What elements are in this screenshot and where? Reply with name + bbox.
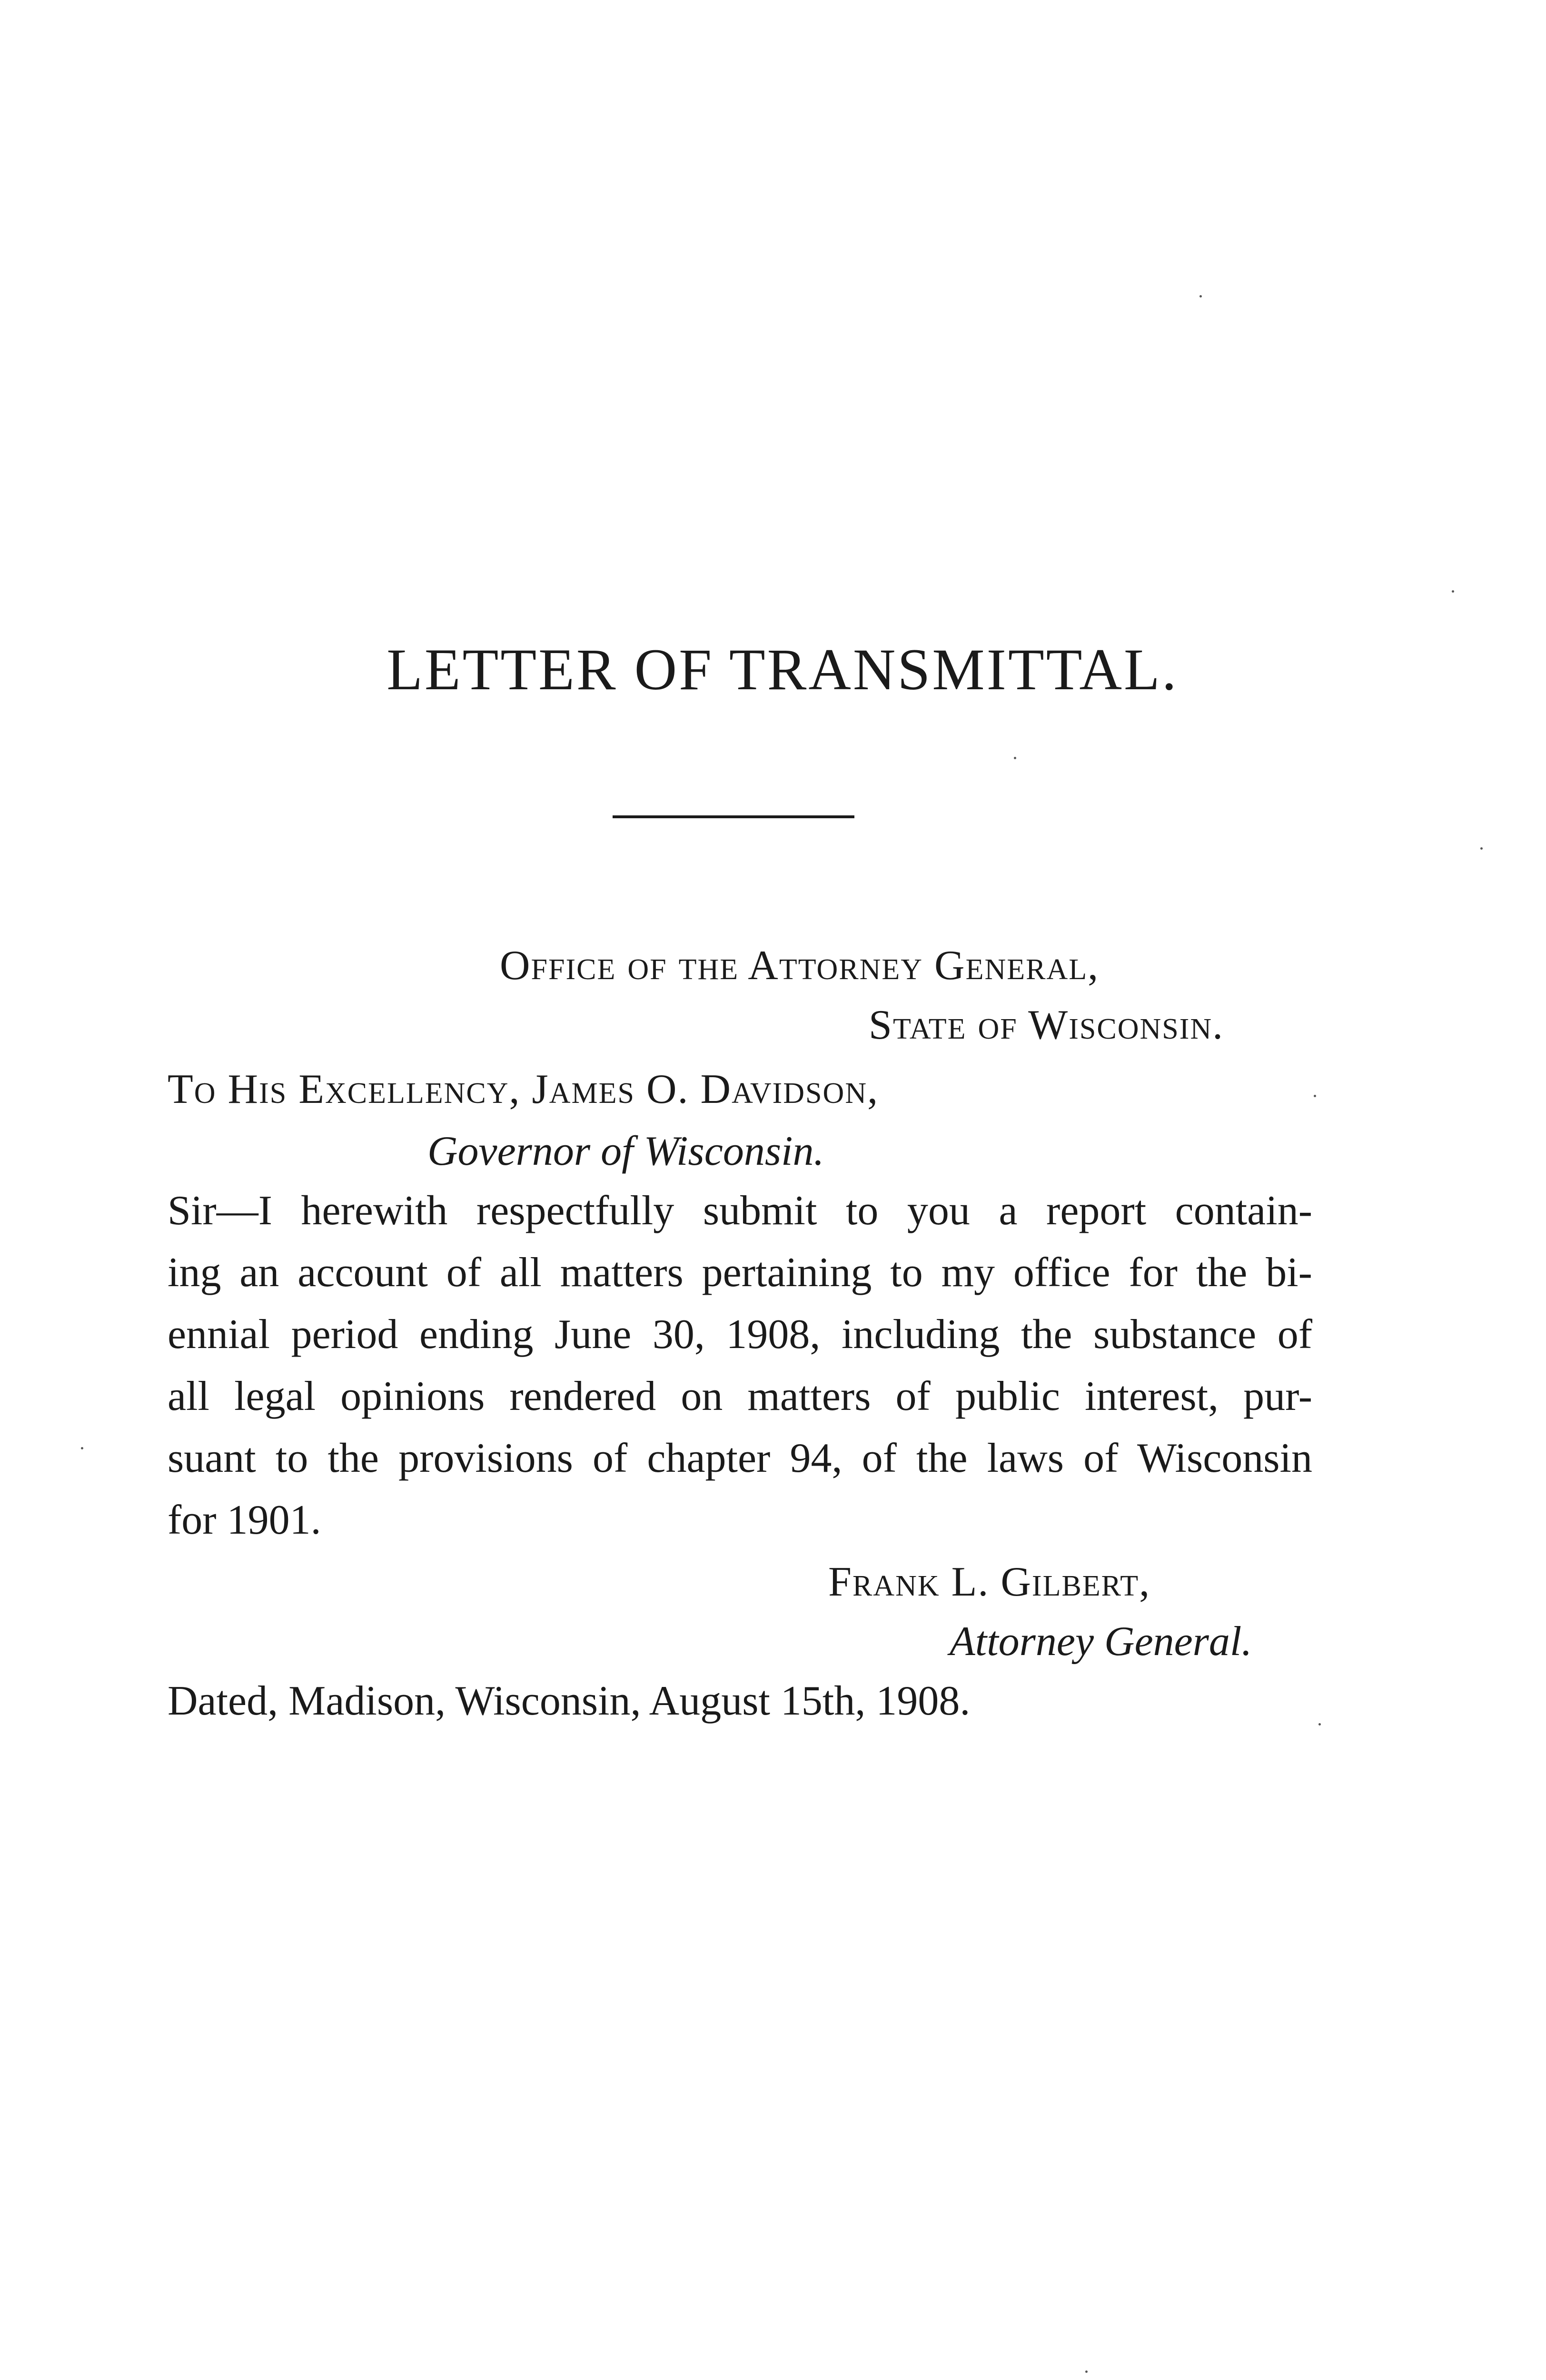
body-line-4: all legal opinions rendered on matters of public interest, pur- — [168, 1373, 1312, 1419]
scan-speck — [1014, 757, 1016, 759]
dateline: Dated, Madison, Wisconsin, August 15th, 1908. — [168, 1678, 971, 1724]
scan-speck — [1452, 590, 1454, 593]
scan-speck — [1085, 2370, 1088, 2373]
body-line-6: for 1901. — [168, 1497, 321, 1543]
scan-speck — [1314, 1095, 1316, 1097]
scan-speck — [81, 1447, 83, 1449]
scan-speck — [1480, 847, 1483, 850]
body-line-5: suant to the provisions of chapter 94, of the laws of Wisconsin — [168, 1435, 1312, 1481]
page-title: LETTER OF TRANSMITTAL. — [386, 637, 1179, 702]
scan-speck — [1318, 1723, 1321, 1726]
scan-speck — [1199, 295, 1202, 298]
signature-name: Frank L. Gilbert, — [828, 1559, 1151, 1605]
addressee-line-1: To His Excellency, James O. Davidson, — [168, 1066, 879, 1112]
office-line-1: Office of the Attorney General, — [500, 942, 1100, 989]
title-rule — [613, 815, 854, 818]
office-line-2: State of Wisconsin. — [869, 1002, 1224, 1048]
body-line-2: ing an account of all matters pertaining to my office for the bi- — [168, 1250, 1312, 1296]
body-line-3: ennial period ending June 30, 1908, including the substance of — [168, 1311, 1312, 1358]
body-line-1: Sir—I herewith respectfully submit to you a report contain- — [168, 1188, 1312, 1234]
signature-title: Attorney General. — [950, 1618, 1252, 1665]
addressee-line-2: Governor of Wisconsin. — [427, 1128, 824, 1174]
